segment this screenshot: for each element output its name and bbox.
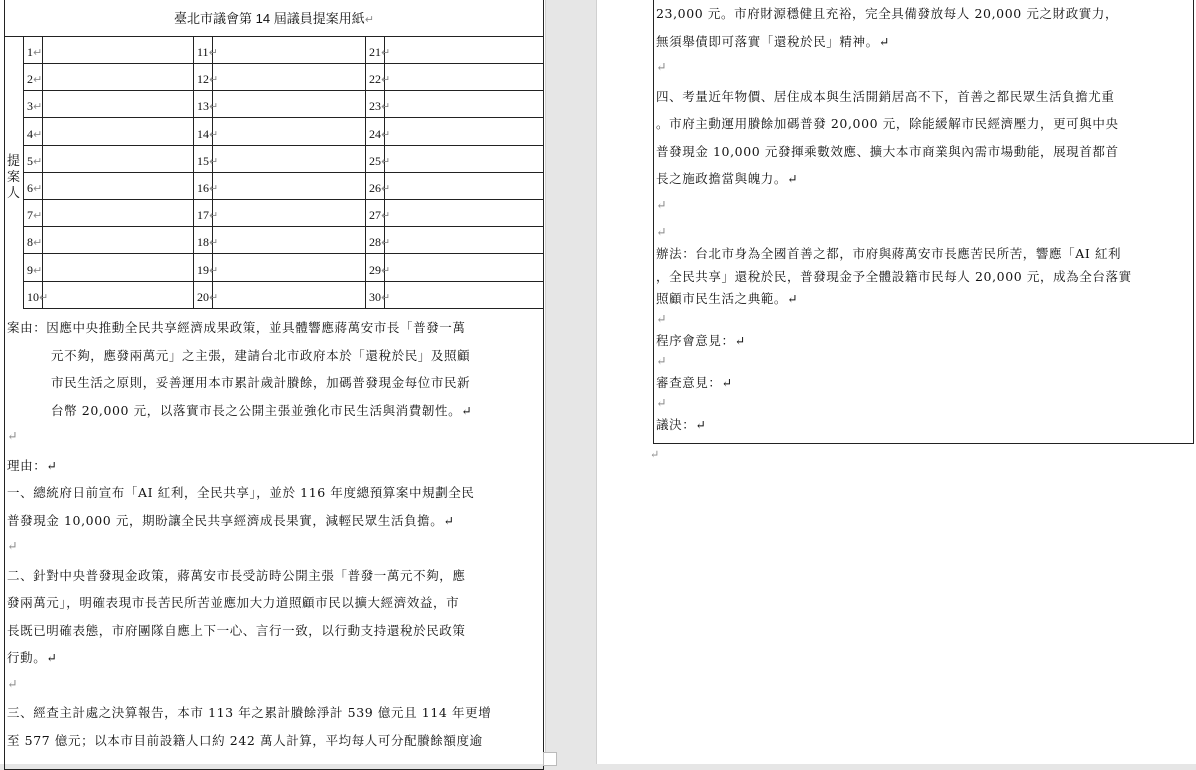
text-line: 發兩萬元」，明確表現市長苦民所苦並應加大力道照顧市民以擴大經濟效益，市	[7, 595, 460, 610]
text-line: ↵	[7, 428, 19, 443]
proposer-column	[5, 36, 24, 308]
text-line: 無須舉債即可落實「還稅於民」精神。↵	[656, 33, 890, 49]
signer-cell[interactable]	[23, 199, 194, 226]
form-title-text: 臺北市議會第 14 屆議員提案用紙	[174, 11, 365, 26]
text-line: 23,000 元。市府財源穩健且充裕，完全具備發放每人 20,000 元之財政實力，	[656, 6, 1119, 21]
signer-number: 18↵	[195, 226, 213, 253]
signer-row	[23, 226, 543, 254]
proposer-label-char: 人	[7, 186, 21, 201]
signer-cell[interactable]	[367, 226, 543, 253]
signer-cell[interactable]	[367, 90, 543, 117]
proposer-label	[7, 154, 21, 202]
signer-cell[interactable]	[195, 118, 366, 145]
signer-number: 15↵	[195, 145, 213, 172]
signer-number: 17↵	[195, 199, 213, 226]
text-line: 台幣 20,000 元，以落實市長之公開主張並強化市民生活與消費韌性。↵	[51, 402, 473, 418]
paragraph-mark: ↵	[650, 448, 660, 461]
text-line: 理由：↵	[7, 457, 58, 473]
proposal-form-frame	[4, 0, 544, 770]
signer-number: 5↵	[25, 145, 43, 172]
document-page-left	[0, 0, 546, 764]
signer-cell[interactable]	[195, 36, 366, 63]
signer-cell[interactable]	[367, 118, 543, 145]
signer-cell[interactable]	[23, 254, 194, 281]
signer-cell[interactable]	[367, 254, 543, 281]
text-line: 二、針對中央普發現金政策，蔣萬安市長受訪時公開主張「普發一萬元不夠，應	[7, 567, 466, 583]
signer-cell[interactable]	[367, 145, 543, 172]
text-line: ↵	[656, 310, 668, 326]
text-line: 程序會意見：↵	[656, 332, 746, 348]
signer-number: 11↵	[195, 36, 213, 63]
text-line: 一、總統府日前宣布「AI 紅利，全民共享」，並於 116 年度總預算案中規劃全民	[7, 485, 475, 500]
signer-cell[interactable]	[23, 90, 194, 117]
signer-cell[interactable]	[195, 63, 366, 90]
signer-row	[23, 63, 543, 91]
signer-number: 7↵	[25, 199, 43, 226]
form-title	[5, 0, 543, 37]
signer-cell[interactable]	[23, 118, 194, 145]
text-line: 照顧市民生活之典範。↵	[656, 290, 799, 306]
proposer-label-char: 案	[7, 170, 21, 185]
text-line: ↵	[656, 394, 668, 410]
signer-cell[interactable]	[23, 281, 194, 308]
signer-number: 12↵	[195, 63, 213, 90]
document-page-right	[596, 0, 1196, 764]
text-line: 普發現金 10,000 元發揮乘數效應、擴大本市商業與內需市場動能，展現首都首	[656, 143, 1119, 159]
proposer-label-char: 提	[7, 154, 21, 169]
signer-cell[interactable]	[23, 145, 194, 172]
signer-row	[23, 118, 543, 146]
text-line: 。市府主動運用賸餘加碼普發 20,000 元，除能緩解市民經濟壓力，更可與中央	[656, 116, 1119, 131]
signer-cell[interactable]	[367, 63, 543, 90]
signer-row	[23, 145, 543, 173]
text-line: ↵	[7, 538, 19, 553]
signer-cell[interactable]	[195, 226, 366, 253]
signer-row	[23, 254, 543, 282]
paragraph-mark: ↵	[364, 13, 374, 26]
signer-number: 22↵	[367, 63, 385, 90]
signer-number: 27↵	[367, 199, 385, 226]
text-line: 至 577 億元；以本市目前設籍人口約 242 萬人計算，平均每人可分配賸餘額度逾	[7, 732, 483, 748]
signer-grid	[23, 36, 543, 309]
signer-cell[interactable]	[367, 36, 543, 63]
signer-cell[interactable]	[23, 36, 194, 63]
signer-number: 8↵	[25, 226, 43, 253]
proposal-form-frame-continued	[653, 0, 1194, 444]
signer-number: 23↵	[367, 90, 385, 117]
text-line: 長之施政擔當與魄力。↵	[656, 171, 799, 186]
signer-number: 20↵	[195, 281, 213, 308]
text-line: 元不夠，應發兩萬元」之主張，建請台北市政府本於「還稅於民」及照顧	[51, 347, 471, 363]
signer-number: 30↵	[367, 281, 385, 308]
signer-number: 14↵	[195, 118, 213, 145]
signer-number: 25↵	[367, 145, 385, 172]
signer-cell[interactable]	[23, 172, 194, 199]
signer-number: 13↵	[195, 90, 213, 117]
text-line: 案由：因應中央推動全民共享經濟成果政策，並具體響應蔣萬安市長「普發一萬	[7, 320, 466, 335]
signer-number: 9↵	[25, 254, 43, 281]
signer-row	[23, 90, 543, 118]
signer-number: 4↵	[25, 118, 43, 145]
signer-row	[23, 281, 543, 308]
signer-number: 29↵	[367, 254, 385, 281]
signer-cell[interactable]	[367, 172, 543, 199]
signer-cell[interactable]	[23, 63, 194, 90]
text-line: 四、考量近年物價、居住成本與生活開銷居高不下，首善之都民眾生活負擔尤重	[656, 88, 1115, 104]
text-line: ↵	[656, 59, 668, 74]
signer-cell[interactable]	[23, 226, 194, 253]
signer-cell[interactable]	[195, 199, 366, 226]
text-line: ↵	[656, 352, 668, 368]
signer-number: 28↵	[367, 226, 385, 253]
signer-number: 16↵	[195, 172, 213, 199]
text-line: ，全民共享」還稅於民，普發現金予全體設籍市民每人 20,000 元，成為全台落實	[656, 268, 1132, 284]
signer-cell[interactable]	[367, 281, 543, 308]
signer-cell[interactable]	[195, 281, 366, 308]
text-line: 行動。↵	[7, 650, 58, 665]
signer-cell[interactable]	[195, 90, 366, 117]
text-line: 三、經查主計處之決算報告，本市 113 年之累計賸餘淨計 539 億元且 114 年更增	[7, 705, 492, 720]
signer-number: 3↵	[25, 90, 43, 117]
text-line: 市民生活之原則，妥善運用本市累計歲計賸餘，加碼普發現金每位市民新	[51, 375, 471, 390]
text-line: 辦法：台北市身為全國首善之都，市府與蔣萬安市長應苦民所苦，響應「AI 紅利	[656, 246, 1122, 261]
signer-row	[23, 172, 543, 200]
signer-number: 19↵	[195, 254, 213, 281]
text-line: 普發現金 10,000 元，期盼讓全民共享經濟成長果實，減輕民眾生活負擔。↵	[7, 512, 455, 528]
signer-row	[23, 36, 543, 64]
signer-number: 10↵	[25, 281, 43, 308]
text-line: 審查意見：↵	[656, 374, 733, 390]
signer-number: 2↵	[25, 63, 43, 90]
signer-number: 21↵	[367, 36, 385, 63]
signer-cell[interactable]	[367, 199, 543, 226]
signer-number: 24↵	[367, 118, 385, 145]
text-line: ↵	[7, 675, 19, 691]
text-line: ↵	[656, 224, 668, 239]
text-line: 長既已明確表態，市府團隊自應上下一心、言行一致，以行動支持還稅於民政策	[7, 622, 466, 638]
signer-number: 1↵	[25, 36, 43, 63]
signer-number: 6↵	[25, 172, 43, 199]
signer-cell[interactable]	[195, 254, 366, 281]
text-line: 議決：↵	[656, 416, 707, 432]
signer-number: 26↵	[367, 172, 385, 199]
text-line: ↵	[656, 196, 668, 212]
signer-row	[23, 199, 543, 227]
signer-cell[interactable]	[195, 172, 366, 199]
signer-cell[interactable]	[195, 145, 366, 172]
